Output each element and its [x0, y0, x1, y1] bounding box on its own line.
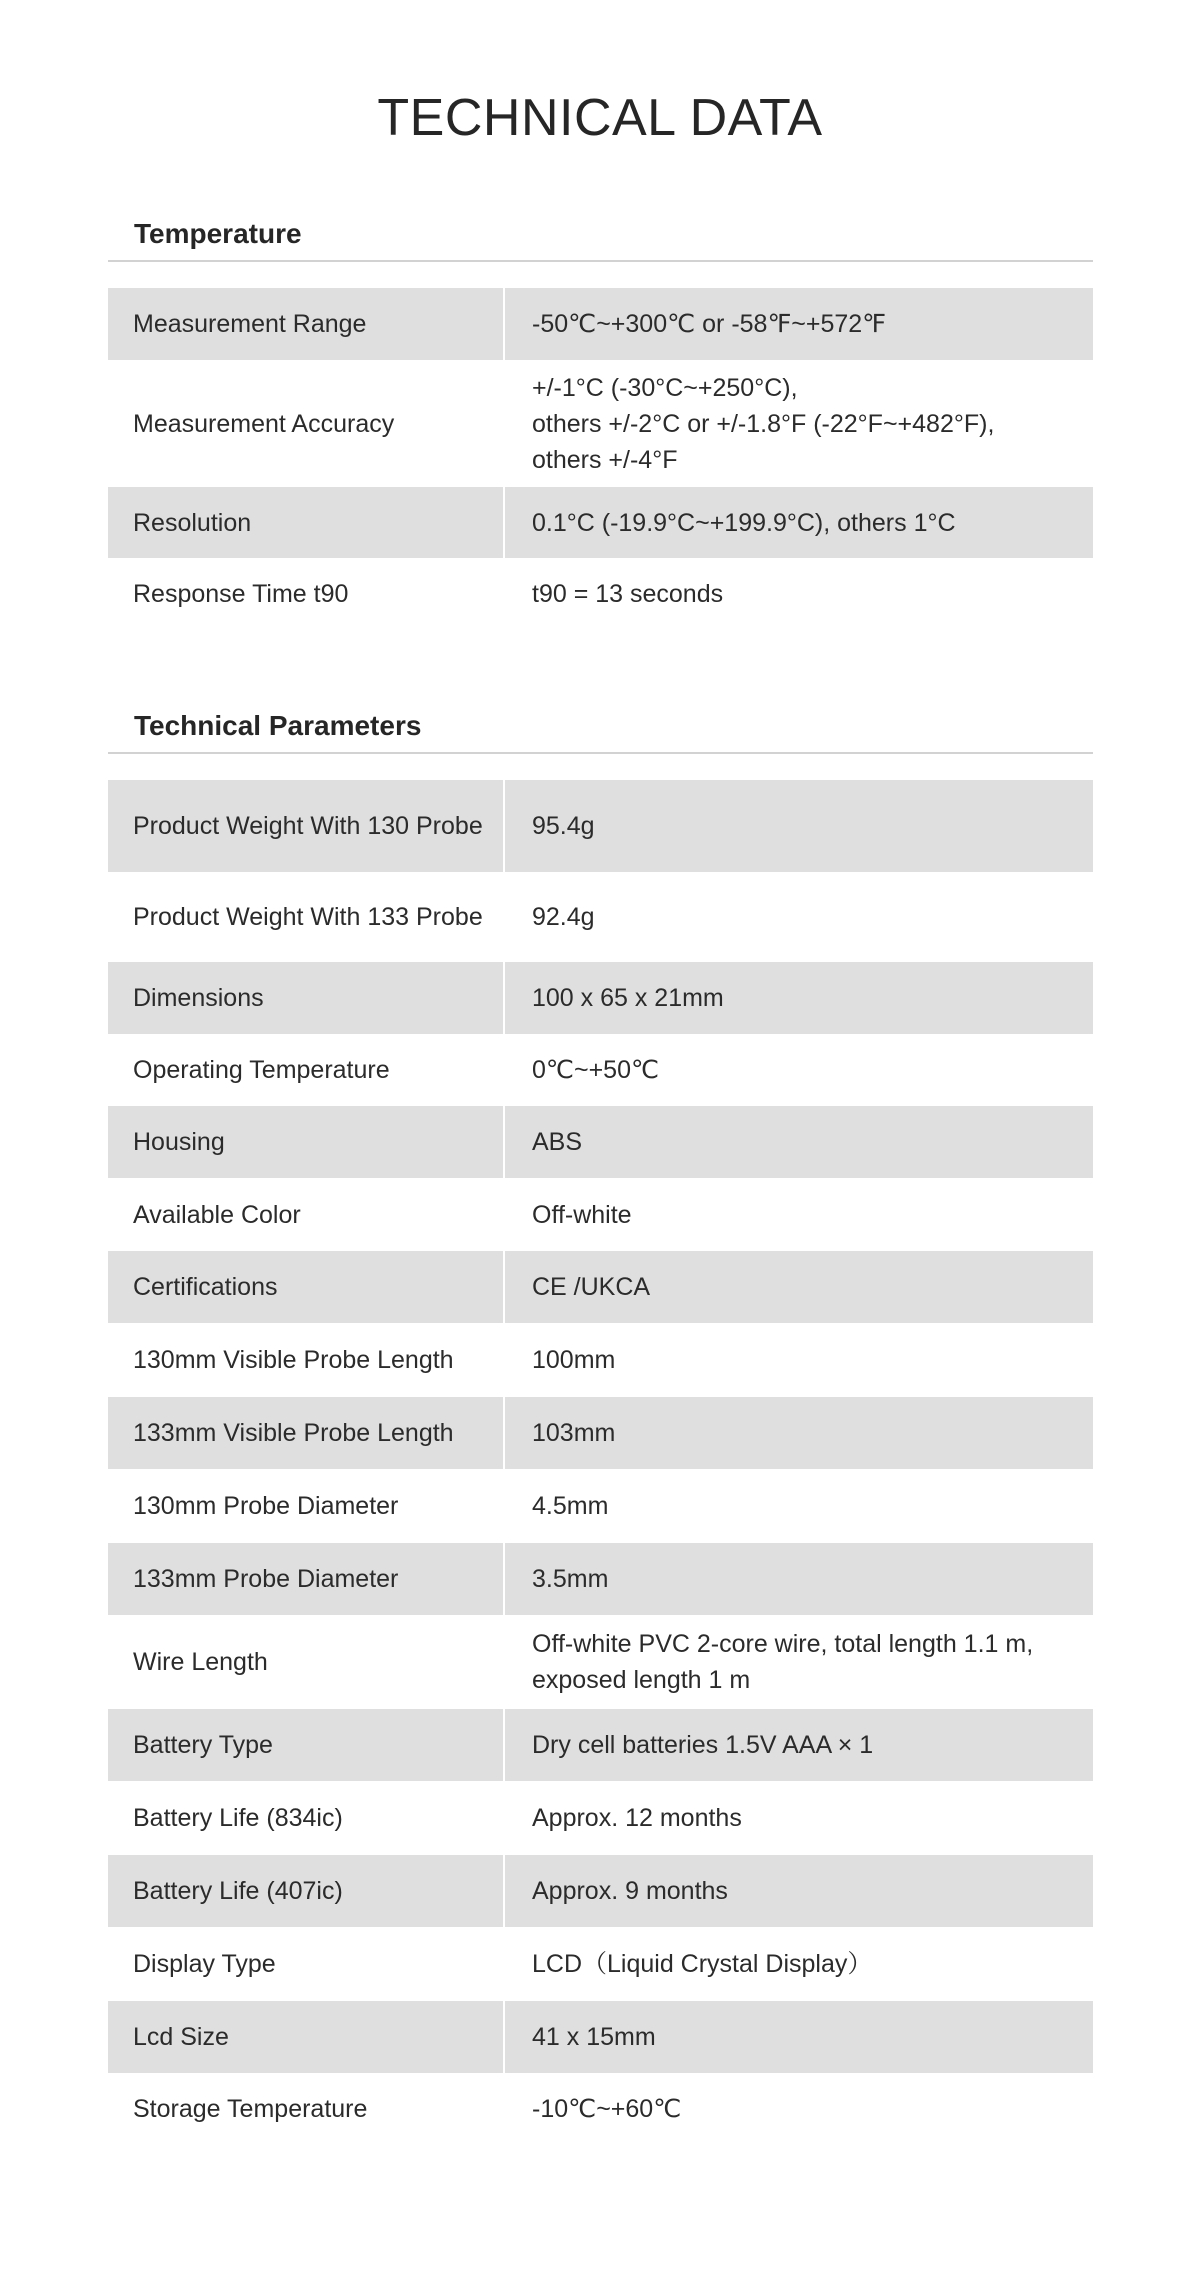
- row-value: Dry cell batteries 1.5V AAA × 1: [505, 1709, 1093, 1781]
- table-row: [108, 360, 1093, 487]
- row-value: Approx. 12 months: [532, 1804, 742, 1832]
- row-label: 130mm Visible Probe Length: [133, 1346, 454, 1374]
- row-value: 4.5mm: [532, 1492, 609, 1520]
- row-value: 95.4g: [505, 780, 1093, 872]
- table-row: [108, 1543, 1093, 1615]
- table-row: [108, 487, 1093, 558]
- row-value: +/-1°C (-30°C~+250°C), others +/-2°C or +/-1.8°F (-22°F~+482°F), others +/-4°F: [532, 373, 995, 474]
- row-value: -10℃~+60℃: [532, 2095, 682, 2123]
- row-label: 130mm Probe Diameter: [133, 1492, 399, 1520]
- row-label: 133mm Visible Probe Length: [108, 1397, 503, 1469]
- row-label: Product Weight With 133 Probe: [133, 903, 483, 931]
- table-row: [108, 1781, 1093, 1855]
- table-row: [108, 1397, 1093, 1469]
- row-value: Off-white: [532, 1200, 632, 1229]
- table-row: [108, 1469, 1093, 1543]
- row-label: 133mm Probe Diameter: [108, 1543, 503, 1615]
- row-label: Housing: [108, 1106, 503, 1178]
- row-value: Approx. 9 months: [505, 1855, 1093, 1927]
- row-value: 100 x 65 x 21mm: [505, 962, 1093, 1034]
- section-title: Technical Parameters: [108, 706, 1093, 754]
- row-value: 0.1°C (-19.9°C~+199.9°C), others 1°C: [505, 487, 1093, 558]
- row-label: Product Weight With 130 Probe: [108, 780, 503, 872]
- row-value: 41 x 15mm: [505, 2001, 1093, 2073]
- row-value: 100mm: [532, 1346, 616, 1374]
- page-title: TECHNICAL DATA: [377, 89, 823, 147]
- row-label: Storage Temperature: [133, 2095, 368, 2123]
- row-value: Off-white PVC 2-core wire, total length 1.1 m, exposed length 1 m: [532, 1630, 1034, 1694]
- row-label: Lcd Size: [108, 2001, 503, 2073]
- row-value: 92.4g: [532, 903, 595, 931]
- row-label: Operating Temperature: [133, 1056, 390, 1084]
- table-row: [108, 872, 1093, 962]
- table-row: [108, 780, 1093, 872]
- technical-parameters-section: [108, 706, 1093, 2145]
- table-row: [108, 1615, 1093, 1709]
- row-value: -50℃~+300℃ or -58℉~+572℉: [505, 288, 1093, 360]
- table-row: [108, 1323, 1093, 1397]
- row-label: Available Color: [133, 1200, 301, 1229]
- row-value: t90 = 13 seconds: [532, 580, 724, 608]
- table-row: [108, 1034, 1093, 1106]
- row-value: ABS: [505, 1106, 1093, 1178]
- row-value: 0℃~+50℃: [532, 1056, 660, 1084]
- table-row: [108, 1709, 1093, 1781]
- table-row: [108, 2001, 1093, 2073]
- table-row: [108, 1178, 1093, 1251]
- row-value: CE /UKCA: [505, 1251, 1093, 1323]
- table-row: [108, 558, 1093, 630]
- temperature-section: [108, 214, 1093, 630]
- row-label: Response Time t90: [133, 580, 349, 608]
- row-label: Wire Length: [133, 1648, 268, 1676]
- row-value: 3.5mm: [505, 1543, 1093, 1615]
- table-row: [108, 1927, 1093, 2001]
- row-label: Measurement Range: [108, 288, 503, 360]
- row-label: Resolution: [108, 487, 503, 558]
- table-row: [108, 962, 1093, 1034]
- section-title: Temperature: [108, 214, 1093, 262]
- table-row: [108, 1855, 1093, 1927]
- table-row: [108, 1106, 1093, 1178]
- row-label: Measurement Accuracy: [133, 409, 395, 438]
- table-row: [108, 2073, 1093, 2145]
- row-value: 103mm: [505, 1397, 1093, 1469]
- technical-parameters-table: [108, 780, 1093, 2145]
- row-label: Dimensions: [108, 962, 503, 1034]
- row-label: Battery Life (834ic): [133, 1804, 343, 1832]
- temperature-table: [108, 288, 1093, 630]
- table-row: [108, 1251, 1093, 1323]
- row-label: Display Type: [133, 1950, 276, 1978]
- row-value: LCD（Liquid Crystal Display）: [532, 1950, 873, 1978]
- row-label: Battery Type: [108, 1709, 503, 1781]
- table-row: [108, 288, 1093, 360]
- row-label: Battery Life (407ic): [108, 1855, 503, 1927]
- row-label: Certifications: [108, 1251, 503, 1323]
